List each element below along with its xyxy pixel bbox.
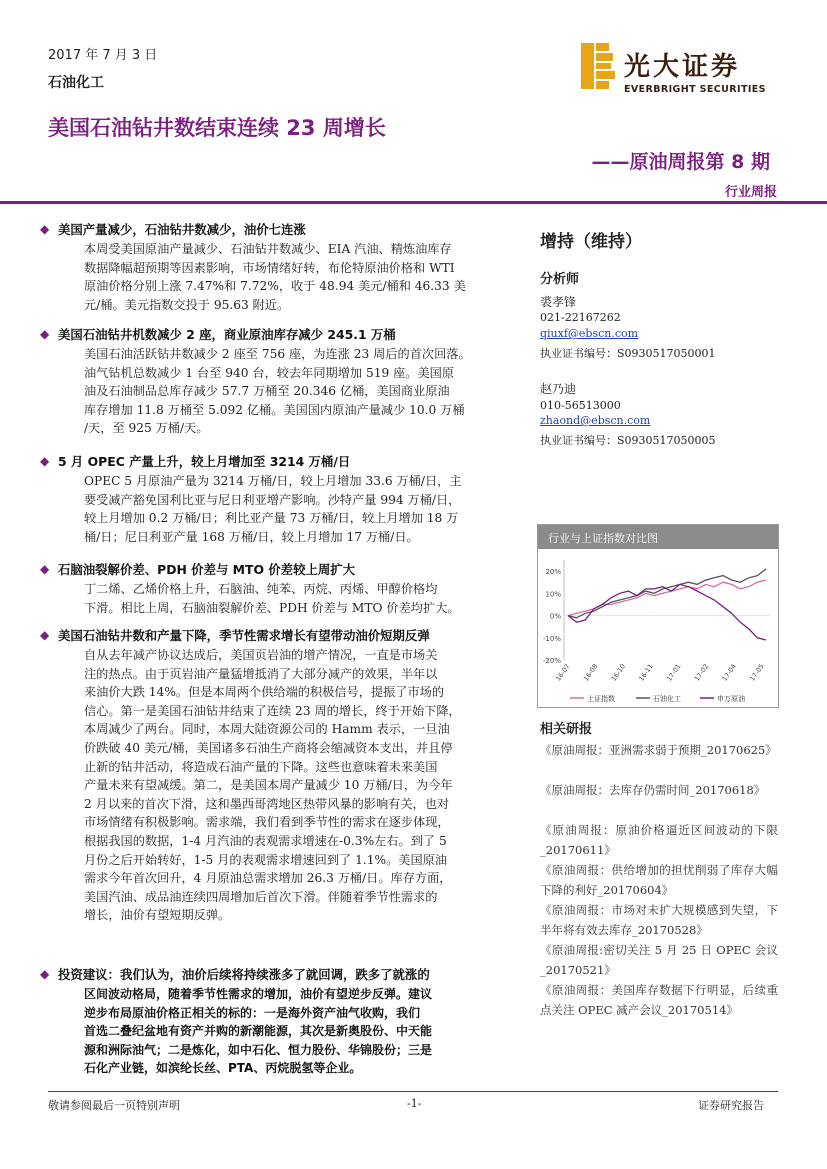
body-line: 首选二叠纪盆地有资产并购的新潮能源，其次是新奥股份、中天能 (84, 1024, 433, 1039)
body-line: OPEC 5 月原油产量为 3214 万桶/日，较上月增加 33.6 万桶/日，主 (84, 474, 462, 488)
x-tick-label: 16-10 (609, 662, 628, 683)
everbright-logo-icon (581, 43, 615, 89)
analyst-phone: 010-56513000 (540, 399, 621, 412)
body-line: 止新的钻井活动，将造成石油产量的下降。这些也意味着未来美国 (84, 759, 438, 774)
body-line: 需求今年首次回升，4 月原油总需求增加 26.3 万桶/日。库存方面， (84, 871, 452, 886)
body-line: 注的热点。由于页岩油产量猛增抵消了大部分减产的效果，半年以 (84, 666, 438, 681)
body-line: 美国石油活跃钻井数减少 2 座至 756 座，为连涨 23 周后的首次回落。 (84, 347, 471, 361)
body-line: 要受减产豁免国利比亚与尼日利亚增产影响。沙特产量 994 万桶/日， (84, 492, 461, 507)
body-line: /天，至 925 万桶/天。 (84, 421, 209, 436)
y-tick-label: 0% (549, 612, 561, 621)
related-report-link[interactable]: 《原油周报：美国库存数据下行明显，后续重点关注 OPEC 减产会议_20170514》 (540, 983, 778, 1017)
logo-name-cn: 光大证券 (624, 52, 741, 82)
bullet-diamond-icon: ◆ (40, 967, 50, 981)
body-line: 产量未来有望减缓。第二，是美国本周产量减少 10 万桶/日，为今年 (84, 778, 453, 793)
body-line: 增长，油价有望短期反弹。 (84, 908, 231, 923)
body-line: 下滑。相比上周，石脑油裂解价差、PDH 价差与 MTO 价差均扩大。 (84, 600, 460, 615)
analyst-email-link[interactable]: qiuxf@ebscn.com (540, 327, 639, 340)
bullet-diamond-icon: ◆ (40, 222, 50, 236)
y-tick-label: 10% (545, 590, 561, 599)
item-heading: 投资建议：我们认为，油价后续将持续涨多了就回调，跌多了就涨的 (58, 967, 430, 982)
analyst-cert: 执业证书编号：S0930517050005 (540, 434, 716, 447)
analyst-phone: 021-22167262 (540, 311, 621, 324)
rating: 增持（维持） (540, 232, 642, 252)
body-line: 根据我国的数据，1-4 月汽油的表观需求增速在-0.3%左右。到了 5 (84, 833, 447, 848)
body-line: 丁二烯、乙烯价格上升，石脑油、纯苯、丙烷、丙烯、甲醇价格均 (84, 582, 438, 596)
related-report-link[interactable]: 《原油周报：原油价格逼近区间波动的下限_20170611》 (540, 823, 778, 857)
body-line: 来油价大跌 14%。但是本周两个供给端的积极信号，提振了市场的 (84, 685, 445, 700)
legend-label: 上证指数 (587, 695, 615, 703)
body-line: 油气钻机总数减少 1 台至 940 台，较去年同期增加 519 座。美国原 (84, 365, 455, 380)
body-line: 美国汽油、成品油连续四周增加后首次下滑。伴随着季节性需求的 (84, 889, 438, 904)
body-line: 本周减少了两台。同时，本周大陆资源公司的 Hamm 表示，一旦油 (84, 722, 450, 737)
body-line: 较上月增加 0.2 万桶/日；利比亚产量 73 万桶/日，较上月增加 18 万 (84, 511, 459, 526)
x-tick-label: 16-07 (554, 662, 572, 683)
item-heading: 美国产量减少，石油钻井数减少，油价七连涨 (58, 222, 306, 237)
related-report-link[interactable]: 《原油周报：亚洲需求弱于预期_20170625》 (540, 743, 777, 757)
bullet-diamond-icon: ◆ (40, 454, 50, 468)
body-line: 市场情绪有积极影响。需求端，我们看到季节性的需求在逐步体现， (84, 815, 450, 830)
y-tick-label: 20% (545, 568, 561, 577)
footer-divider (48, 1091, 778, 1092)
bullet-diamond-icon: ◆ (40, 327, 50, 341)
y-tick-label: -10% (542, 634, 561, 643)
body-line: 石化产业链，如滨纶长丝、PTA、丙烷脱氢等企业。 (84, 1061, 362, 1076)
related-report-link[interactable]: 《原油周报：市场对未扩大规模感到失望，下半年将有效去库存_20170528》 (540, 903, 778, 937)
analyst-name: 裘孝锋 (540, 295, 577, 309)
body-line: 区间波动格局，随着季节性需求的增加，油价有望逆步反弹。建议 (84, 987, 433, 1001)
item-heading: 石脑油裂解价差、PDH 价差与 MTO 价差较上周扩大 (58, 562, 356, 577)
body-line: 信心。第一是美国石油钻井结束了连续 23 周的增长，终于开始下降， (84, 703, 461, 718)
page-number: -1- (407, 1097, 422, 1110)
x-tick-label: 16-08 (581, 662, 600, 683)
item-body (84, 580, 511, 617)
header-divider (0, 201, 827, 204)
body-line: 本周受美国原油产量减少、石油钻井数减少、EIA 汽油、精炼油库存 (84, 242, 452, 256)
body-line: 库存增加 11.8 万桶至 5.092 亿桶。美国国内原油产量减少 10.0 万桶 (84, 402, 465, 417)
series-line (568, 569, 766, 618)
item-body (84, 472, 511, 546)
report-title: 美国石油钻井数结束连续 23 周增长 (48, 116, 386, 140)
report-type: 行业周报 (724, 185, 777, 200)
x-tick-label: 17-05 (748, 662, 766, 683)
x-tick-label: 17-01 (665, 662, 683, 683)
logo-name-en: EVERBRIGHT SECURITIES (624, 84, 766, 95)
related-report-link[interactable]: 《原油周报：供给增加的担忧削弱了库存大幅下降的利好_20170604》 (540, 863, 778, 897)
body-line: 价跌破 40 美元/桶，美国诸多石油生产商将会缩减资本支出，并且停 (84, 740, 453, 755)
body-line: 桶/日；尼日利亚产量 168 万桶/日，较上月增加 17 万桶/日。 (84, 529, 419, 544)
related-heading: 相关研报 (540, 722, 593, 737)
report-subtitle: ——原油周报第 8 期 (591, 151, 770, 173)
analyst-heading: 分析师 (540, 272, 580, 287)
item-body (84, 345, 511, 438)
legend-label: 石油化工 (653, 695, 681, 703)
analyst-name: 赵乃迪 (540, 382, 577, 396)
related-report-link[interactable]: 《原油周报:密切关注 5 月 25 日 OPEC 会议_20170521》 (540, 943, 778, 977)
item-body (84, 240, 511, 314)
body-line: 逆步布局原油价格正相关的标的：一是海外资产油气收购，我们 (84, 1005, 421, 1020)
bullet-diamond-icon: ◆ (40, 628, 50, 642)
body-line: 2 月以来的首次下滑，这和墨西哥湾地区热带风暴的影响有关，也对 (84, 796, 450, 811)
y-tick-label: -20% (542, 657, 561, 665)
body-line: 元/桶。美元指数交投于 95.63 附近。 (84, 297, 290, 312)
body-line: 月份之后开始转好，1-5 月的表观需求增速回到了 1.1%。美国原油 (84, 852, 448, 867)
item-heading: 美国石油钻井机数减少 2 座，商业原油库存减少 245.1 万桶 (58, 327, 396, 342)
item-heading: 5 月 OPEC 产量上升，较上月增加至 3214 万桶/日 (58, 454, 351, 469)
series-line (568, 580, 766, 616)
chart-title: 行业与上证指数对比图 (548, 532, 658, 545)
item-body (84, 646, 511, 925)
comparison-chart (540, 552, 776, 706)
analyst-email-link[interactable]: zhaond@ebscn.com (540, 414, 651, 427)
x-tick-label: 17-04 (720, 662, 738, 683)
footer-disclaimer: 敬请参阅最后一页特别声明 (48, 1099, 180, 1112)
body-line: 数据降幅超预期等因素影响，市场情绪好转，布伦特原油价格和 WTI (84, 260, 455, 275)
body-line: 源和洲际油气；二是炼化，如中石化、恒力股份、华锦股份；三是 (84, 1042, 433, 1057)
sector-label: 石油化工 (48, 75, 104, 91)
item-body (84, 985, 511, 1078)
legend-label: 申万原油 (717, 695, 745, 703)
bullet-diamond-icon: ◆ (40, 562, 50, 576)
analyst-cert: 执业证书编号：S0930517050001 (540, 347, 716, 360)
item-heading: 美国石油钻井数和产量下降，季节性需求增长有望带动油价短期反弹 (58, 628, 430, 643)
body-line: 油及石油制品总库存减少 57.7 万桶至 20.346 亿桶，美国商业原油 (84, 384, 450, 399)
x-tick-label: 16-11 (637, 662, 655, 683)
related-report-link[interactable]: 《原油周报：去库存仍需时间_20170618》 (540, 783, 766, 797)
x-tick-label: 17-02 (692, 662, 711, 683)
body-line: 原油价格分别上涨 7.47%和 7.72%，收于 48.94 美元/桶和 46.33 美 (84, 279, 466, 294)
report-date: 2017 年 7 月 3 日 (48, 48, 158, 63)
body-line: 自从去年减产协议达成后，美国页岩油的增产情况，一直是市场关 (84, 648, 438, 662)
footer-report-label: 证券研究报告 (698, 1099, 764, 1112)
